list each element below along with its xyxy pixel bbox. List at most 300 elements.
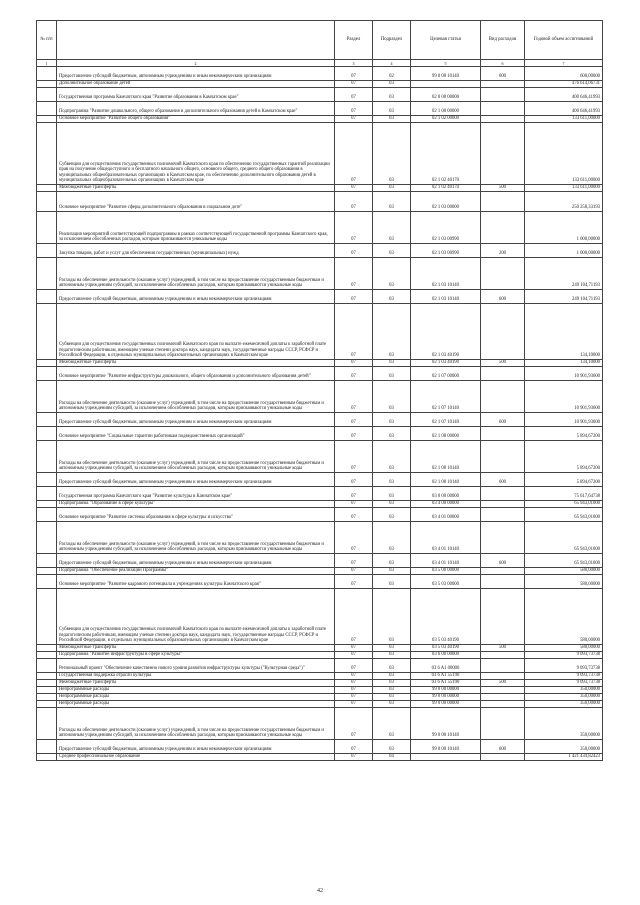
- cell-name: Расходы на обеспечение деятельности (оказание услуг) учреждений, в том числе на предоставление государственным бюджетным и автономным учреждениям субсидий, за исключением обособленных расходов, которым присваиваются уникальные коды: [57, 381, 335, 413]
- table-row: [37, 258, 603, 290]
- table-row: [37, 501, 603, 508]
- column-number: 3: [335, 60, 373, 67]
- cell-podrazdel: 03: [373, 212, 411, 244]
- cell-target: 02 1 07 10140: [411, 413, 481, 427]
- cell-razdel: 07: [335, 102, 373, 116]
- cell-target: 03 0 00 00000: [411, 487, 481, 501]
- cell-amount: 600,00000: [525, 67, 603, 81]
- cell-name: Подпрограмма "Развитие инфраструктуры в сфере культуры": [57, 652, 335, 659]
- cell-target: 02 1 02 40170: [411, 123, 481, 185]
- cell-amount: 65 943,01000: [525, 554, 603, 568]
- table-row: [37, 487, 603, 501]
- cell-num: [37, 522, 57, 554]
- cell-name: Расходы на обеспечение деятельности (оказание услуг) учреждений, в том числе на предоставление государственным бюджетным и автономным учреждениям субсидий, за исключением обособленных расходов, которым присваиваются уникальные коды: [57, 441, 335, 473]
- cell-amount: 65 943,01000: [525, 501, 603, 508]
- table-header-row: [37, 21, 603, 60]
- table-row: [37, 645, 603, 652]
- table-row: [37, 508, 603, 522]
- header-num: № п/п: [37, 21, 57, 60]
- cell-podrazdel: 03: [373, 185, 411, 192]
- cell-razdel: 07: [335, 652, 373, 659]
- cell-vid: [481, 575, 525, 589]
- table-row: [37, 701, 603, 708]
- cell-razdel: 07: [335, 645, 373, 652]
- cell-num: [37, 123, 57, 185]
- table-row: [37, 740, 603, 754]
- cell-name: Государственная программа Камчатского края "Развитие культуры в Камчатском крае": [57, 487, 335, 501]
- cell-amount: 10 901,93600: [525, 413, 603, 427]
- cell-podrazdel: 03: [373, 694, 411, 701]
- cell-razdel: 07: [335, 381, 373, 413]
- cell-razdel: 07: [335, 123, 373, 185]
- cell-vid: 500: [481, 185, 525, 192]
- cell-name: Непрограммные расходы: [57, 687, 335, 694]
- cell-target: 03 5 03 00000: [411, 575, 481, 589]
- cell-razdel: 07: [335, 304, 373, 360]
- cell-podrazdel: 03: [373, 673, 411, 680]
- cell-podrazdel: 03: [373, 659, 411, 673]
- cell-name: Субвенции для осуществления государственных полномочий Камчатского края по выплате ежемесячной доплаты к заработной плате педагогическим работникам, имеющим ученые степени доктора наук, кандидата наук, государственные награды СССР, РСФСР и Российской Федерации, в отдельных муниципальных образовательных организациях в Камчатском крае: [57, 304, 335, 360]
- cell-num: [37, 694, 57, 701]
- cell-vid: [481, 427, 525, 441]
- cell-vid: 600: [481, 554, 525, 568]
- cell-name: Расходы на обеспечение деятельности (оказание услуг) учреждений, в том числе на предоставление государственным бюджетным и автономным учреждениям субсидий, за исключением обособленных расходов, которым присваиваются уникальные коды: [57, 708, 335, 740]
- cell-target: 02 1 03 00990: [411, 244, 481, 258]
- cell-amount: 350,00000: [525, 740, 603, 754]
- cell-vid: 600: [481, 740, 525, 754]
- cell-name: Предоставление субсидий бюджетным, автономным учреждениям и иным некоммерческим организациям: [57, 473, 335, 487]
- cell-podrazdel: 03: [373, 360, 411, 367]
- cell-num: [37, 740, 57, 754]
- cell-amount: 1 000,00000: [525, 212, 603, 244]
- cell-podrazdel: 03: [373, 244, 411, 258]
- cell-num: [37, 473, 57, 487]
- cell-podrazdel: 03: [373, 652, 411, 659]
- cell-num: [37, 88, 57, 102]
- cell-podrazdel: 03: [373, 290, 411, 304]
- cell-razdel: 07: [335, 522, 373, 554]
- cell-name: Предоставление субсидий бюджетным, автономным учреждениям и иным некоммерческим организациям: [57, 740, 335, 754]
- cell-name: Государственная поддержка отрасли культуры: [57, 673, 335, 680]
- cell-name: Непрограммные расходы: [57, 694, 335, 701]
- cell-num: [37, 304, 57, 360]
- budget-table-container: [36, 20, 602, 761]
- cell-amount: 134,10000: [525, 304, 603, 360]
- cell-amount: 9 093,73738: [525, 659, 603, 673]
- table-row: [37, 102, 603, 116]
- cell-podrazdel: 03: [373, 568, 411, 575]
- cell-num: [37, 244, 57, 258]
- cell-amount: 249 104,71193: [525, 290, 603, 304]
- table-row: [37, 123, 603, 185]
- column-number: 7: [525, 60, 603, 67]
- cell-vid: [481, 88, 525, 102]
- cell-target: 02 1 02 00000: [411, 116, 481, 123]
- cell-razdel: 07: [335, 441, 373, 473]
- cell-podrazdel: 03: [373, 522, 411, 554]
- table-body: [37, 67, 603, 761]
- cell-num: [37, 116, 57, 123]
- cell-num: [37, 67, 57, 81]
- cell-target: 03 6 A1 55190: [411, 680, 481, 687]
- cell-target: 03 4 00 00000: [411, 501, 481, 508]
- cell-name: Дополнительное образование детей: [57, 81, 335, 88]
- cell-amount: 350,00000: [525, 708, 603, 740]
- cell-vid: [481, 701, 525, 708]
- cell-amount: 10 901,93600: [525, 367, 603, 381]
- cell-name: Основное мероприятие "Развитие инфраструктуры дошкольного, общего образования и дополнительного образования детей": [57, 367, 335, 381]
- cell-podrazdel: 03: [373, 508, 411, 522]
- cell-name: Предоставление субсидий бюджетным, автономным учреждениям и иным некоммерческим организациям: [57, 67, 335, 81]
- cell-amount: 1 000,00000: [525, 244, 603, 258]
- cell-amount: 9 093,73738: [525, 652, 603, 659]
- column-number: 1: [37, 60, 57, 67]
- cell-vid: [481, 522, 525, 554]
- cell-razdel: 07: [335, 554, 373, 568]
- cell-vid: [481, 81, 525, 88]
- table-row: [37, 67, 603, 81]
- table-row: [37, 694, 603, 701]
- cell-vid: [481, 258, 525, 290]
- cell-name: Межбюджетные трансферты: [57, 680, 335, 687]
- cell-target: 99 0 00 00000: [411, 694, 481, 701]
- table-row: [37, 708, 603, 740]
- cell-num: [37, 508, 57, 522]
- cell-amount: 580,00000: [525, 575, 603, 589]
- cell-name: Предоставление субсидий бюджетным, автономным учреждениям и иным некоммерческим организациям: [57, 554, 335, 568]
- cell-razdel: 07: [335, 501, 373, 508]
- cell-razdel: 07: [335, 81, 373, 88]
- cell-vid: 500: [481, 680, 525, 687]
- cell-podrazdel: 03: [373, 381, 411, 413]
- cell-vid: 200: [481, 244, 525, 258]
- cell-num: [37, 754, 57, 761]
- page-number: 42: [317, 888, 323, 894]
- column-number: 2: [57, 60, 335, 67]
- cell-razdel: 07: [335, 192, 373, 212]
- cell-amount: 65 943,01000: [525, 508, 603, 522]
- cell-razdel: 07: [335, 659, 373, 673]
- cell-name: Предоставление субсидий бюджетным, автономным учреждениям и иным некоммерческим организациям: [57, 290, 335, 304]
- cell-num: [37, 192, 57, 212]
- cell-vid: 600: [481, 473, 525, 487]
- budget-table: [36, 20, 603, 761]
- cell-podrazdel: 03: [373, 81, 411, 88]
- cell-name: Предоставление субсидий бюджетным, автономным учреждениям и иным некоммерческим организациям: [57, 413, 335, 427]
- header-name: [57, 21, 335, 60]
- cell-num: [37, 487, 57, 501]
- table-row: [37, 413, 603, 427]
- cell-num: [37, 568, 57, 575]
- cell-podrazdel: 02: [373, 67, 411, 81]
- cell-vid: [481, 694, 525, 701]
- cell-amount: 350,00000: [525, 701, 603, 708]
- cell-vid: [481, 568, 525, 575]
- table-row: [37, 687, 603, 694]
- cell-podrazdel: 03: [373, 427, 411, 441]
- header-podrazdel: Подраздел: [373, 21, 411, 60]
- cell-vid: [481, 381, 525, 413]
- table-row: [37, 522, 603, 554]
- cell-vid: [481, 754, 525, 761]
- cell-razdel: 07: [335, 244, 373, 258]
- cell-vid: 600: [481, 413, 525, 427]
- cell-target: 03 4 01 10140: [411, 554, 481, 568]
- table-row: [37, 680, 603, 687]
- cell-target: 02 1 03 00990: [411, 212, 481, 244]
- cell-name: Региональный проект "Обеспечение качественно нового уровня развития инфраструктуры культуры ("Культурная среда")": [57, 659, 335, 673]
- cell-name: Субвенции для осуществления государственных полномочий Камчатского края по выплате ежемесячной доплаты к заработной плате педагогическим работникам, имеющим ученые степени доктора наук, кандидата наук, государственные награды СССР, РСФСР и Российской Федерации, в отдельных муниципальных образовательных организациях в Камчатском крае: [57, 589, 335, 645]
- cell-num: [37, 81, 57, 88]
- cell-razdel: 07: [335, 413, 373, 427]
- cell-name: Непрограммные расходы: [57, 701, 335, 708]
- cell-podrazdel: 03: [373, 575, 411, 589]
- cell-podrazdel: 03: [373, 487, 411, 501]
- table-row: [37, 81, 603, 88]
- cell-vid: [481, 708, 525, 740]
- column-number: 6: [481, 60, 525, 67]
- cell-target: 03 6 00 00000: [411, 652, 481, 659]
- cell-razdel: 07: [335, 367, 373, 381]
- cell-podrazdel: 03: [373, 687, 411, 694]
- table-row: [37, 568, 603, 575]
- cell-name: Подпрограмма "Образование в сфере культуры": [57, 501, 335, 508]
- cell-razdel: 07: [335, 185, 373, 192]
- cell-target: 02 1 08 10140: [411, 441, 481, 473]
- cell-amount: 249 104,71193: [525, 258, 603, 290]
- cell-target: 02 1 03 40190: [411, 304, 481, 360]
- cell-podrazdel: 03: [373, 701, 411, 708]
- column-number: 5: [411, 60, 481, 67]
- cell-vid: 600: [481, 67, 525, 81]
- cell-num: [37, 381, 57, 413]
- cell-razdel: 07: [335, 427, 373, 441]
- cell-razdel: 07: [335, 673, 373, 680]
- cell-razdel: 07: [335, 694, 373, 701]
- cell-vid: 600: [481, 290, 525, 304]
- cell-num: [37, 680, 57, 687]
- cell-razdel: 07: [335, 508, 373, 522]
- cell-target: 02 1 03 40190: [411, 360, 481, 367]
- cell-target: 99 0 00 00000: [411, 701, 481, 708]
- cell-target: 02 1 08 00000: [411, 427, 481, 441]
- cell-amount: 65 943,01000: [525, 522, 603, 554]
- cell-target: 99 0 00 10140: [411, 708, 481, 740]
- cell-vid: [481, 212, 525, 244]
- cell-amount: 580,00000: [525, 645, 603, 652]
- cell-amount: 250 258,33193: [525, 192, 603, 212]
- cell-razdel: 07: [335, 568, 373, 575]
- cell-podrazdel: 03: [373, 88, 411, 102]
- cell-name: Подпрограмма "Развитие дошкольного, общего образования и дополнительного образования детей в Камчатском крае": [57, 102, 335, 116]
- cell-amount: 133 611,00000: [525, 116, 603, 123]
- table-row: [37, 360, 603, 367]
- cell-podrazdel: 03: [373, 441, 411, 473]
- cell-amount: 580,00000: [525, 568, 603, 575]
- cell-num: [37, 554, 57, 568]
- cell-amount: 350,00000: [525, 687, 603, 694]
- cell-podrazdel: 03: [373, 123, 411, 185]
- cell-razdel: 07: [335, 575, 373, 589]
- cell-vid: [481, 589, 525, 645]
- table-row: [37, 589, 603, 645]
- cell-amount: 9 093,73738: [525, 673, 603, 680]
- cell-amount: 134,10000: [525, 360, 603, 367]
- column-number: 4: [373, 60, 411, 67]
- cell-num: [37, 102, 57, 116]
- cell-target: 03 6 A1 55190: [411, 673, 481, 680]
- cell-num: [37, 701, 57, 708]
- cell-vid: [481, 487, 525, 501]
- cell-num: [37, 652, 57, 659]
- cell-num: [37, 659, 57, 673]
- cell-num: [37, 575, 57, 589]
- table-row: [37, 304, 603, 360]
- cell-num: [37, 687, 57, 694]
- cell-name: Межбюджетные трансферты: [57, 645, 335, 652]
- cell-amount: 476 614,06731: [525, 81, 603, 88]
- cell-podrazdel: 03: [373, 554, 411, 568]
- cell-name: Основное мероприятие "Развитие системы образования в сфере культуры и искусства": [57, 508, 335, 522]
- cell-name: Расходы на обеспечение деятельности (оказание услуг) учреждений, в том числе на предоставление государственным бюджетным и автономным учреждениям субсидий, за исключением обособленных расходов, которым присваиваются уникальные коды: [57, 258, 335, 290]
- header-total: Годовой объем ассигнований: [525, 21, 603, 60]
- cell-num: [37, 212, 57, 244]
- cell-name: Межбюджетные трансферты: [57, 360, 335, 367]
- cell-razdel: 07: [335, 88, 373, 102]
- cell-vid: [481, 123, 525, 185]
- cell-name: Основное мероприятие "Развитие кадрового потенциала в учреждениях культуры Камчатского края": [57, 575, 335, 589]
- cell-podrazdel: 03: [373, 645, 411, 652]
- cell-name: Расходы на обеспечение деятельности (оказание услуг) учреждений, в том числе на предоставление государственным бюджетным и автономным учреждениям субсидий, за исключением обособленных расходов, которым присваиваются уникальные коды: [57, 522, 335, 554]
- cell-podrazdel: 03: [373, 413, 411, 427]
- cell-vid: [481, 441, 525, 473]
- cell-podrazdel: 03: [373, 589, 411, 645]
- cell-target: 02 1 07 10140: [411, 381, 481, 413]
- table-row: [37, 754, 603, 761]
- cell-num: [37, 427, 57, 441]
- cell-amount: 5 894,67200: [525, 427, 603, 441]
- header-vid: Вид расходов: [481, 21, 525, 60]
- table-row: [37, 441, 603, 473]
- cell-target: 03 6 A1 00000: [411, 659, 481, 673]
- cell-podrazdel: 03: [373, 501, 411, 508]
- cell-vid: [481, 508, 525, 522]
- cell-amount: 5 894,67200: [525, 473, 603, 487]
- cell-target: 02 1 02 40170: [411, 185, 481, 192]
- cell-num: [37, 589, 57, 645]
- cell-num: [37, 673, 57, 680]
- cell-vid: [481, 652, 525, 659]
- table-row: [37, 88, 603, 102]
- cell-name: Среднее профессиональное образование: [57, 754, 335, 761]
- cell-name: Реализация мероприятий соответствующей подпрограммы в рамках соответствующей государственной программы Камчатского края, за исключением обособленных расходов, которым присваиваются уникальные коды: [57, 212, 335, 244]
- cell-target: 03 4 01 00000: [411, 508, 481, 522]
- table-row: [37, 381, 603, 413]
- table-row: [37, 427, 603, 441]
- cell-num: [37, 441, 57, 473]
- cell-razdel: 07: [335, 740, 373, 754]
- cell-vid: 500: [481, 645, 525, 652]
- table-row: [37, 185, 603, 192]
- cell-podrazdel: 03: [373, 367, 411, 381]
- cell-amount: 350,00000: [525, 694, 603, 701]
- cell-target: 02 1 03 10140: [411, 290, 481, 304]
- cell-razdel: 07: [335, 258, 373, 290]
- cell-target: 02 1 00 00000: [411, 102, 481, 116]
- table-row: [37, 473, 603, 487]
- cell-target: 02 1 03 10140: [411, 258, 481, 290]
- table-row: [37, 290, 603, 304]
- cell-podrazdel: 03: [373, 258, 411, 290]
- cell-razdel: 07: [335, 487, 373, 501]
- cell-target: 02 1 08 10140: [411, 473, 481, 487]
- cell-podrazdel: 03: [373, 680, 411, 687]
- cell-podrazdel: 03: [373, 102, 411, 116]
- column-number-row: [37, 60, 603, 67]
- cell-podrazdel: 03: [373, 708, 411, 740]
- cell-razdel: 07: [335, 680, 373, 687]
- table-row: [37, 116, 603, 123]
- cell-name: Основное мероприятие "Развитие сферы дополнительного образования в социальном доте": [57, 192, 335, 212]
- cell-num: [37, 413, 57, 427]
- cell-target: [411, 754, 481, 761]
- cell-vid: [481, 673, 525, 680]
- cell-num: [37, 367, 57, 381]
- cell-vid: [481, 116, 525, 123]
- cell-podrazdel: 03: [373, 740, 411, 754]
- cell-vid: [481, 659, 525, 673]
- cell-amount: 1 421 434,82423: [525, 754, 603, 761]
- cell-amount: 5 894,67200: [525, 441, 603, 473]
- cell-target: 03 5 03 40190: [411, 645, 481, 652]
- cell-name: Основное мероприятие "Социальные гарантии работникам подведомственных организаций": [57, 427, 335, 441]
- table-row: [37, 673, 603, 680]
- table-row: [37, 192, 603, 212]
- cell-razdel: 07: [335, 116, 373, 123]
- cell-target: 02 1 07 00000: [411, 367, 481, 381]
- cell-podrazdel: 03: [373, 192, 411, 212]
- table-row: [37, 554, 603, 568]
- cell-vid: [481, 501, 525, 508]
- cell-name: Субвенции для осуществления государственных полномочий Камчатского края по обеспечению государственных гарантий реализации прав на получение общедоступного и бесплатного начального общего, основного общего, среднего общего образования в муниципальных общеобразовательных организациях в Камчатском крае, по обеспечению дополнительного образования детей в муниципальных общеобразовательных организациях в Камчатском крае: [57, 123, 335, 185]
- cell-vid: [481, 192, 525, 212]
- cell-target: 99 0 00 00000: [411, 687, 481, 694]
- cell-razdel: 07: [335, 473, 373, 487]
- cell-num: [37, 185, 57, 192]
- cell-num: [37, 645, 57, 652]
- cell-podrazdel: 03: [373, 304, 411, 360]
- cell-vid: [481, 102, 525, 116]
- cell-name: Межбюджетные трансферты: [57, 185, 335, 192]
- cell-num: [37, 290, 57, 304]
- table-row: [37, 244, 603, 258]
- cell-razdel: 07: [335, 708, 373, 740]
- cell-razdel: 07: [335, 360, 373, 367]
- cell-razdel: 07: [335, 589, 373, 645]
- cell-vid: 500: [481, 360, 525, 367]
- cell-name: Основное мероприятие "Развитие общего образования": [57, 116, 335, 123]
- cell-target: 03 4 01 10140: [411, 522, 481, 554]
- header-target: Целевая статья: [411, 21, 481, 60]
- table-row: [37, 659, 603, 673]
- cell-num: [37, 708, 57, 740]
- cell-razdel: 07: [335, 212, 373, 244]
- cell-podrazdel: 04: [373, 754, 411, 761]
- cell-amount: 75 617,64738: [525, 487, 603, 501]
- cell-name: Закупка товаров, работ и услуг для обеспечения государственных (муниципальных) нужд: [57, 244, 335, 258]
- cell-num: [37, 501, 57, 508]
- cell-amount: 9 093,73738: [525, 680, 603, 687]
